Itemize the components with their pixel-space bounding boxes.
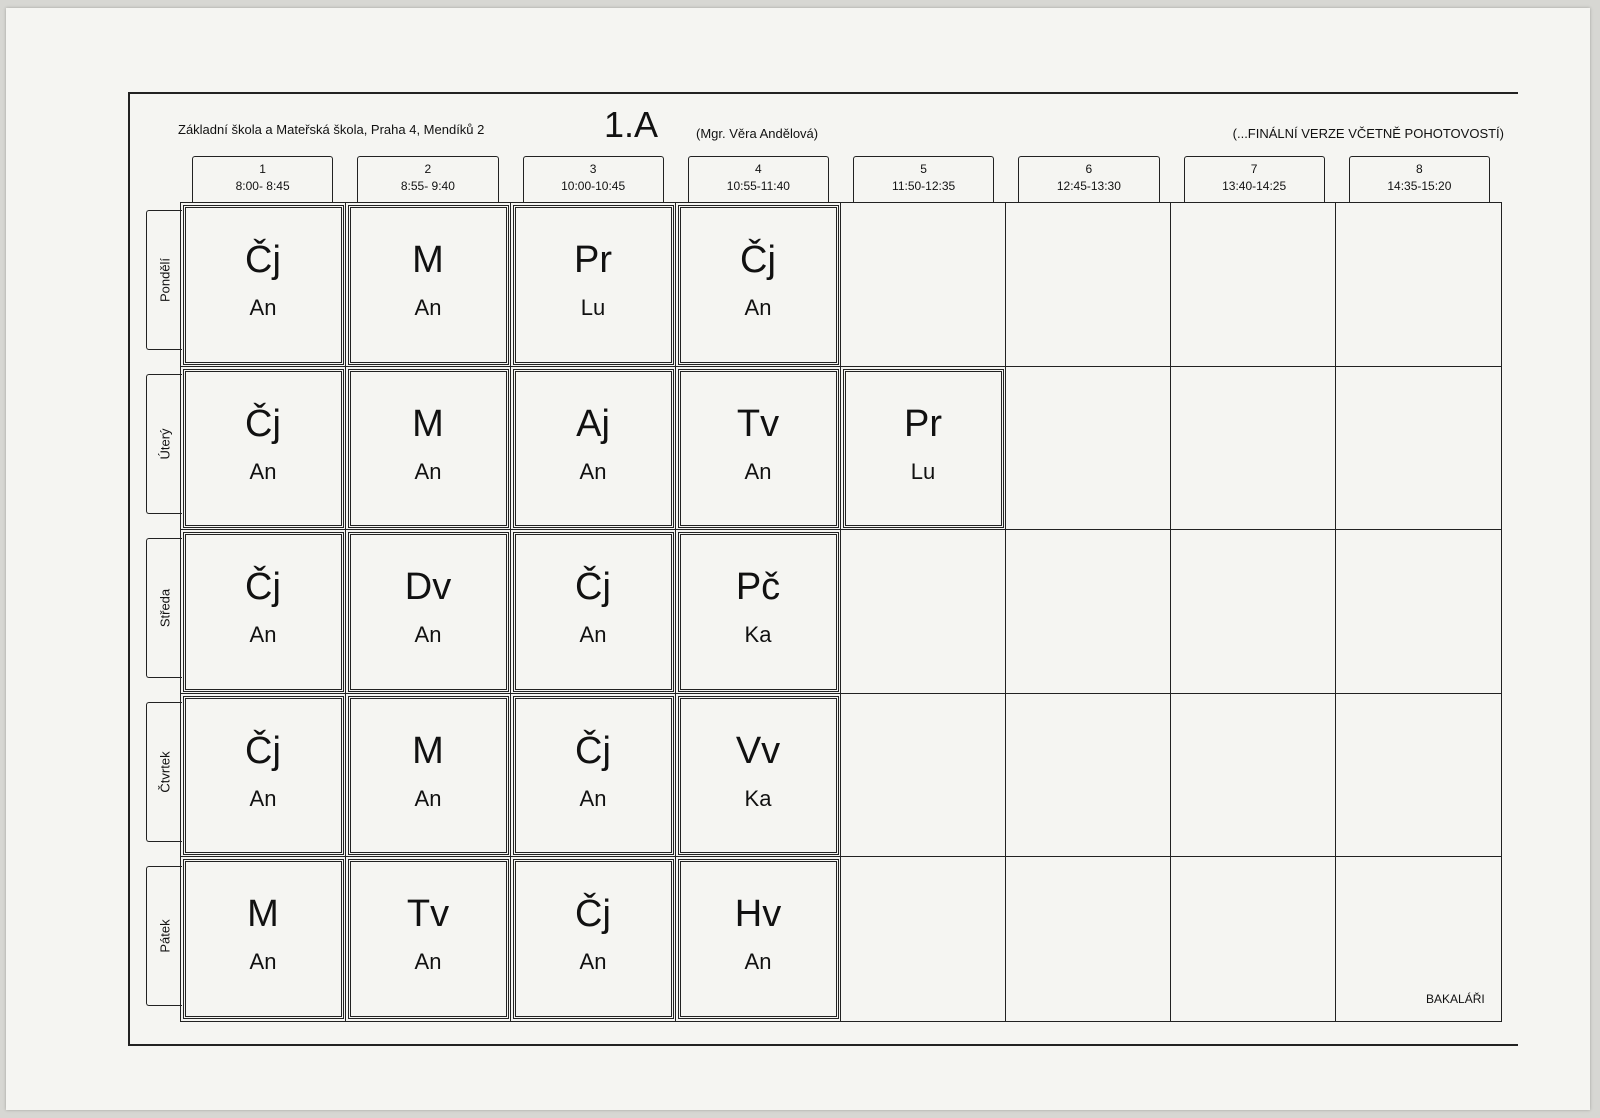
lesson-teacher: An — [414, 949, 442, 975]
day-label-5 — [146, 866, 182, 1006]
period-number: 4 — [755, 162, 762, 176]
lesson-teacher: An — [579, 622, 607, 648]
period-header-1 — [192, 156, 333, 202]
footer-brand: BAKALÁŘI — [1426, 992, 1485, 1006]
period-time: 10:55-11:40 — [726, 179, 790, 193]
lesson-cell — [346, 203, 511, 367]
period-time: 8:00- 8:45 — [235, 179, 290, 193]
lesson-cell — [676, 857, 841, 1021]
day-name: Čtvrtek — [157, 751, 172, 793]
lesson-cell — [1171, 203, 1336, 367]
period-time: 13:40-14:25 — [1222, 179, 1287, 193]
lesson-cell — [181, 367, 346, 531]
period-number: 1 — [259, 162, 266, 176]
lesson-subject: Tv — [736, 402, 780, 445]
period-time: 14:35-15:20 — [1387, 179, 1452, 193]
lesson-subject: Čj — [245, 239, 281, 281]
lesson-teacher: An — [249, 458, 277, 484]
day-label-3 — [146, 538, 182, 678]
period-number: 3 — [589, 162, 597, 176]
lesson-cell — [841, 694, 1006, 858]
lesson-teacher: Lu — [580, 295, 606, 320]
lesson-subject: Dv — [404, 566, 452, 609]
lesson-teacher: An — [744, 458, 772, 484]
lesson-subject: Hv — [734, 893, 782, 936]
period-time: 11:50-12:35 — [892, 179, 956, 193]
lesson-cell — [1336, 203, 1501, 367]
lesson-cell — [511, 530, 676, 694]
lesson-subject: Aj — [576, 402, 610, 445]
lesson-cell — [676, 203, 841, 367]
lesson-subject: M — [412, 402, 444, 445]
lesson-cell — [1171, 857, 1336, 1021]
lesson-subject: M — [412, 729, 444, 772]
lesson-cell — [511, 857, 676, 1021]
lesson-cell — [1006, 530, 1171, 694]
lesson-cell — [1171, 367, 1336, 531]
lesson-subject: Čj — [575, 566, 611, 609]
lesson-cell — [676, 530, 841, 694]
class-title: 1.A — [604, 104, 659, 145]
lesson-cell — [346, 530, 511, 694]
lesson-cell — [511, 367, 676, 531]
day-name: Středa — [157, 588, 172, 628]
period-header-3 — [523, 156, 664, 202]
lesson-cell — [181, 694, 346, 858]
lesson-teacher: An — [249, 949, 277, 975]
lesson-teacher: An — [249, 785, 277, 811]
period-header-5 — [853, 156, 994, 202]
lesson-cell — [346, 367, 511, 531]
lesson-subject: Čj — [245, 729, 281, 772]
lesson-subject: M — [247, 893, 279, 936]
lesson-cell — [346, 857, 511, 1021]
period-number: 5 — [920, 162, 927, 176]
class-teacher: (Mgr. Věra Andělová) — [696, 126, 819, 141]
period-number: 2 — [424, 162, 432, 176]
lesson-cell — [841, 857, 1006, 1021]
lesson-teacher: An — [414, 458, 442, 484]
lesson-cell — [841, 203, 1006, 367]
lesson-cell — [181, 203, 346, 367]
lesson-cell — [841, 367, 1006, 531]
lesson-cell — [1006, 367, 1171, 531]
lesson-cell — [346, 694, 511, 858]
day-name: Pondělí — [157, 257, 172, 303]
period-header-2 — [357, 156, 498, 202]
lesson-cell — [1336, 694, 1501, 858]
lesson-subject: Čj — [245, 566, 281, 609]
lesson-teacher: An — [579, 949, 607, 975]
period-header-7 — [1184, 156, 1325, 202]
lesson-teacher: An — [249, 622, 277, 648]
lesson-teacher: An — [414, 785, 442, 811]
day-label-2 — [146, 374, 182, 514]
lesson-teacher: Ka — [744, 785, 772, 811]
lesson-cell — [181, 857, 346, 1021]
period-header-4 — [688, 156, 829, 202]
lesson-cell — [841, 530, 1006, 694]
period-number: 7 — [1250, 162, 1258, 176]
lesson-subject: Čj — [575, 729, 611, 772]
lesson-teacher: Lu — [910, 458, 936, 484]
lesson-cell — [676, 367, 841, 531]
lesson-subject: M — [412, 239, 444, 281]
lesson-subject: Čj — [575, 893, 611, 936]
lesson-teacher: Ka — [744, 622, 772, 648]
lesson-cell — [511, 694, 676, 858]
lesson-cell — [181, 530, 346, 694]
lesson-subject: Čj — [740, 239, 776, 281]
lesson-cell — [1171, 530, 1336, 694]
lesson-teacher: An — [579, 785, 607, 811]
lesson-subject: Vv — [735, 729, 781, 772]
lesson-subject: Pr — [904, 402, 942, 445]
lesson-cell — [1171, 694, 1336, 858]
lesson-cell — [511, 203, 676, 367]
lesson-subject: Pč — [735, 566, 781, 609]
lesson-cell — [676, 694, 841, 858]
day-label-4 — [146, 702, 182, 842]
lesson-teacher: An — [249, 295, 277, 320]
version-note: (...FINÁLNÍ VERZE VČETNĚ POHOTOVOSTÍ) — [1232, 126, 1504, 141]
period-header-6 — [1018, 156, 1159, 202]
period-number: 6 — [1085, 162, 1093, 176]
period-header-8 — [1349, 156, 1490, 202]
lesson-teacher: An — [414, 295, 442, 320]
lesson-cell — [1006, 203, 1171, 367]
lesson-subject: Tv — [406, 893, 450, 936]
period-number: 8 — [1416, 162, 1423, 176]
lesson-teacher: An — [744, 949, 772, 975]
period-time: 10:00-10:45 — [561, 179, 626, 193]
day-name: Pátek — [157, 919, 172, 953]
day-label-1 — [146, 210, 182, 350]
lesson-teacher: An — [414, 622, 442, 648]
lesson-subject: Pr — [574, 239, 612, 281]
lesson-subject: Čj — [245, 402, 281, 445]
period-time: 12:45-13:30 — [1056, 179, 1121, 193]
period-time: 8:55- 9:40 — [400, 179, 455, 193]
lesson-cell — [1006, 857, 1171, 1021]
lesson-cell — [1336, 530, 1501, 694]
lesson-teacher: An — [579, 458, 607, 484]
lesson-teacher: An — [744, 295, 772, 320]
lesson-cell — [1006, 694, 1171, 858]
lesson-cell — [1336, 367, 1501, 531]
timetable-grid — [180, 202, 1502, 1022]
day-name: Úterý — [157, 428, 172, 460]
school-name: Základní škola a Mateřská škola, Praha 4, Mendíků 2 — [178, 122, 485, 137]
